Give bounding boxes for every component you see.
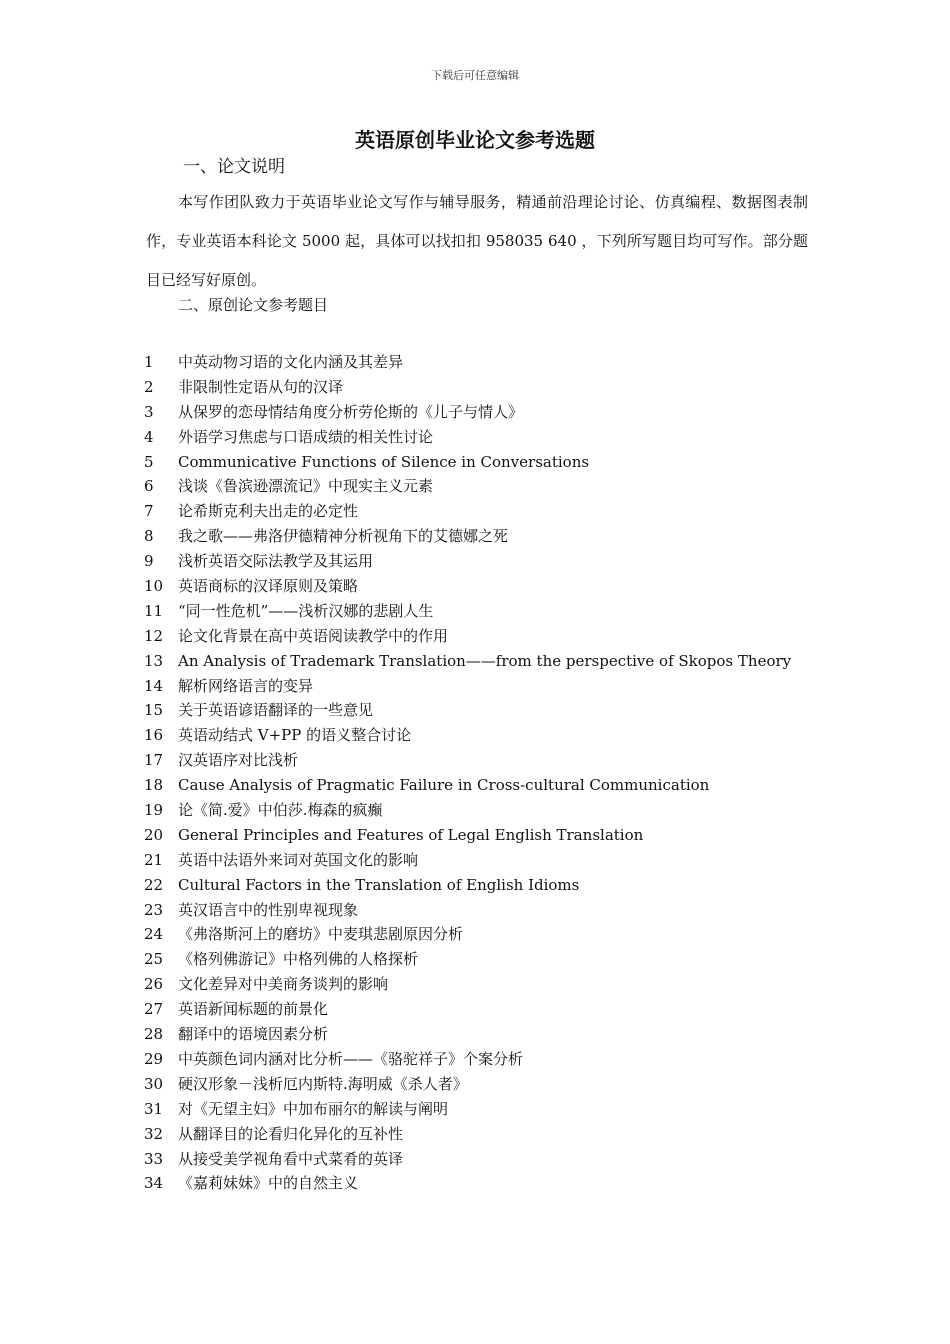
topic-item: [144, 1022, 844, 1047]
topic-title: 英语商标的汉译原则及策略: [178, 577, 359, 596]
topic-item: [144, 723, 844, 748]
topic-title: 中英颜色词内涵对比分析——《骆驼祥子》个案分析: [178, 1049, 524, 1068]
topic-number: 5: [144, 452, 154, 471]
topic-title: 解析网络语言的变异: [178, 676, 314, 695]
topic-number: 27: [144, 1000, 164, 1019]
topic-item: [144, 1072, 844, 1097]
topic-number: 19: [144, 801, 164, 820]
topic-item: [144, 873, 844, 898]
topic-title: 《嘉莉妹妹》中的自然主义: [178, 1174, 359, 1193]
section-heading-description: 一、论文说明: [183, 157, 285, 177]
topic-number: 16: [144, 726, 164, 745]
section-heading-topics: 二、原创论文参考题目: [178, 296, 329, 314]
topic-number: 17: [144, 751, 164, 770]
topic-title: An Analysis of Trademark Translation——from the perspective of Skopos Theory: [178, 651, 792, 670]
topic-title: 英语新闻标题的前景化: [178, 1000, 329, 1019]
topic-number: 32: [144, 1124, 164, 1143]
topic-item: [144, 748, 844, 773]
topic-title: General Principles and Features of Legal English Translation: [178, 825, 644, 844]
topic-title: 《弗洛斯河上的磨坊》中麦琪悲剧原因分析: [178, 925, 464, 944]
topic-item: [144, 798, 844, 823]
topic-number: 14: [144, 676, 164, 695]
topic-item: [144, 773, 844, 798]
topic-title: 论《简.爱》中伯莎.梅森的疯癫: [178, 801, 383, 820]
topic-item: [144, 375, 844, 400]
topic-number: 10: [144, 577, 164, 596]
topic-title: 翻译中的语境因素分析: [178, 1025, 329, 1044]
topic-number: 8: [144, 527, 154, 546]
topic-number: 33: [144, 1149, 164, 1168]
topic-number: 3: [144, 402, 154, 421]
topic-item: [144, 674, 844, 699]
topic-item: [144, 649, 844, 674]
topic-title: 浅析英语交际法教学及其运用: [178, 552, 374, 571]
topic-item: [144, 350, 844, 375]
topic-title: Cultural Factors in the Translation of English Idioms: [178, 875, 580, 894]
topic-number: 22: [144, 875, 164, 894]
topic-title: 文化差异对中美商务谈判的影响: [178, 975, 389, 994]
topic-number: 29: [144, 1049, 164, 1068]
topic-item: [144, 848, 844, 873]
topic-item: [144, 425, 844, 450]
topic-title: 英语动结式 V+PP 的语义整合讨论: [178, 726, 412, 745]
topic-title: “同一性危机”——浅析汉娜的悲剧人生: [178, 601, 434, 620]
topic-item: [144, 823, 844, 848]
topic-number: 31: [144, 1099, 164, 1118]
document-title: 英语原创毕业论文参考选题: [355, 128, 595, 152]
topic-number: 13: [144, 651, 164, 670]
topic-number: 28: [144, 1025, 164, 1044]
topic-title: Communicative Functions of Silence in Conversations: [178, 452, 590, 471]
topic-number: 12: [144, 626, 164, 645]
topic-number: 26: [144, 975, 164, 994]
topic-item: [144, 450, 844, 475]
topic-item: [144, 1147, 844, 1172]
topic-number: 9: [144, 552, 154, 571]
topic-title: 从接受美学视角看中式菜肴的英译: [178, 1149, 404, 1168]
topic-number: 34: [144, 1174, 164, 1193]
topic-title: 对《无望主妇》中加布丽尔的解读与阐明: [178, 1099, 449, 1118]
topic-item: [144, 624, 844, 649]
topic-item: [144, 1171, 844, 1196]
topic-title: 关于英语谚语翻译的一些意见: [178, 701, 374, 720]
header-note: 下载后可任意编辑: [431, 69, 519, 82]
intro-paragraph: 本写作团队致力于英语毕业论文写作与辅导服务，精通前沿理论讨论、仿真编程、数据图表制作，专业英语本科论文 5000 起，具体可以找扣扣 958035 640 ，下列所写题目均可写作。部分题目已经写好原创。: [146, 193, 808, 289]
topic-number: 11: [144, 601, 164, 620]
topic-item: [144, 400, 844, 425]
topic-title: 论希斯克利夫出走的必定性: [178, 502, 359, 521]
topic-item: [144, 1097, 844, 1122]
topic-item: [144, 898, 844, 923]
topic-title: 非限制性定语从句的汉译: [178, 377, 344, 396]
topic-item: [144, 499, 844, 524]
topic-item: [144, 698, 844, 723]
topic-item: [144, 524, 844, 549]
topic-title: 硬汉形象－浅析厄内斯特.海明威《杀人者》: [178, 1074, 468, 1093]
topic-title: 浅谈《鲁滨逊漂流记》中现实主义元素: [178, 477, 434, 496]
topic-title: 从保罗的恋母情结角度分析劳伦斯的《儿子与情人》: [178, 402, 524, 421]
topic-number: 23: [144, 900, 164, 919]
topic-title: 我之歌——弗洛伊德精神分析视角下的艾德娜之死: [178, 527, 509, 546]
topic-title: 从翻译目的论看归化异化的互补性: [178, 1124, 404, 1143]
topic-item: [144, 972, 844, 997]
topic-item: [144, 474, 844, 499]
topic-item: [144, 599, 844, 624]
topic-title: 英语中法语外来词对英国文化的影响: [178, 850, 419, 869]
topic-item: [144, 947, 844, 972]
topic-title: 汉英语序对比浅析: [178, 751, 299, 770]
topic-number: 1: [144, 353, 154, 371]
topic-title: 英汉语言中的性别卑视现象: [178, 900, 359, 919]
topic-number: 15: [144, 701, 164, 720]
topic-number: 2: [144, 377, 154, 396]
topic-item: [144, 574, 844, 599]
topic-title: 中英动物习语的文化内涵及其差异: [178, 353, 404, 371]
topic-number: 6: [144, 477, 154, 496]
topic-item: [144, 1122, 844, 1147]
topic-title: 外语学习焦虑与口语成绩的相关性讨论: [178, 427, 434, 446]
topic-title: 论文化背景在高中英语阅读教学中的作用: [178, 626, 449, 645]
topic-number: 30: [144, 1074, 164, 1093]
topic-number: 7: [144, 502, 154, 521]
topic-item: [144, 997, 844, 1022]
topic-item: [144, 549, 844, 574]
topic-number: 18: [144, 776, 164, 795]
topic-number: 25: [144, 950, 164, 969]
topic-number: 21: [144, 850, 164, 869]
topic-number: 4: [144, 427, 154, 446]
topic-number: 24: [144, 925, 164, 944]
topic-list: [144, 350, 844, 1196]
topic-title: 《格列佛游记》中格列佛的人格探析: [178, 950, 419, 969]
topic-item: [144, 922, 844, 947]
topic-number: 20: [144, 825, 164, 844]
topic-title: Cause Analysis of Pragmatic Failure in Cross-cultural Communication: [178, 776, 710, 795]
topic-item: [144, 1047, 844, 1072]
